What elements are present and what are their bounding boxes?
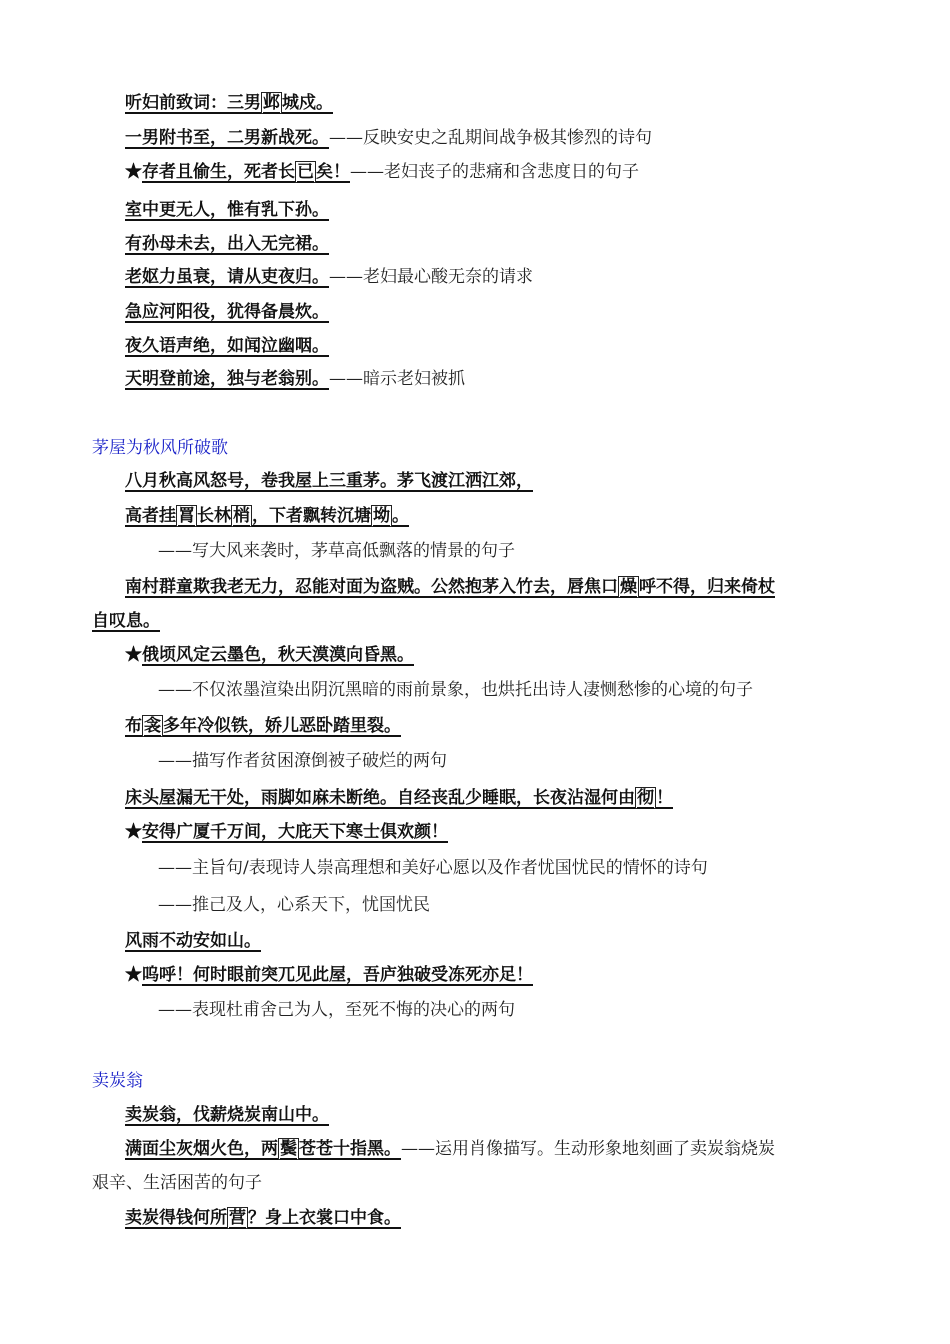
poem-line xyxy=(125,576,775,598)
section-heading: 茅屋为秋风所破歌 xyxy=(92,438,228,458)
annotation-note: ——反映安史之乱期间战争极其惨烈的诗句 xyxy=(329,128,652,148)
poem-quote: 自叹息。 xyxy=(92,611,160,631)
poem-quote: 满面尘灰烟火色，两 鬓 苍苍十指黑。 xyxy=(125,1139,401,1159)
poem-quote: 室中更无人，惟有乳下孙。 xyxy=(125,200,329,220)
poem-quote: 一男附书至，二男新战死。 xyxy=(125,128,329,148)
poem-quote: 夜久语声绝，如闻泣幽咽。 xyxy=(125,336,329,356)
poem-quote: 急应河阳役，犹得备晨炊。 xyxy=(125,302,329,322)
poem-line xyxy=(125,644,414,666)
annotation-note: ——不仅浓墨渲染出阴沉黑暗的雨前景象，也烘托出诗人凄恻愁惨的心境的句子 xyxy=(158,680,753,700)
poem-quote: 卖炭翁，伐薪烧炭南山中。 xyxy=(125,1105,329,1125)
annotation-note: ——老妇最心酸无奈的请求 xyxy=(329,267,533,287)
annotation-line xyxy=(158,679,753,701)
poem-line xyxy=(125,161,639,183)
annotation-note: ——推己及人，心系天下，忧国忧民 xyxy=(158,895,430,915)
star-icon: ★ xyxy=(125,162,142,182)
poem-line xyxy=(125,1104,329,1126)
poem-line xyxy=(125,92,333,114)
annotated-char: 衾 xyxy=(144,716,161,736)
poem-quote: 听妇前致词：三男 邺 城戍。 xyxy=(125,93,333,113)
star-icon: ★ xyxy=(125,645,142,665)
poem-line xyxy=(125,335,329,357)
poem-line xyxy=(125,233,329,255)
annotated-char: 梢 xyxy=(233,506,250,526)
poem-quote: 布 衾 多年冷似铁，娇儿恶卧踏里裂。 xyxy=(125,716,401,736)
poem-quote: 老妪力虽衰，请从吏夜归。 xyxy=(125,267,329,287)
poem-line xyxy=(125,1138,775,1160)
annotated-char: 燥 xyxy=(620,577,637,597)
star-icon: ★ xyxy=(125,965,142,985)
annotation-line xyxy=(158,894,430,916)
poem-quote: 存者且偷生，死者长 已 矣！ xyxy=(142,162,350,182)
annotation-line xyxy=(92,1172,262,1194)
poem-line xyxy=(125,505,409,527)
annotated-char: 营 xyxy=(229,1208,246,1228)
poem-line xyxy=(125,715,401,737)
poem-line xyxy=(125,266,533,288)
annotation-note: ——老妇丧子的悲痛和含悲度日的句子 xyxy=(350,162,639,182)
poem-quote: 南村群童欺我老无力，忍能对面为盗贼。公然抱茅入竹去，唇焦口 燥 呼不得，归来倚杖 xyxy=(125,577,775,597)
annotation-line xyxy=(158,750,447,772)
annotated-char: 鬓 xyxy=(280,1139,297,1159)
annotation-line xyxy=(158,857,708,879)
poem-line xyxy=(125,1207,401,1229)
annotation-note: ——运用肖像描写。生动形象地刻画了卖炭翁烧炭 xyxy=(401,1139,775,1159)
poem-quote: 呜呼！何时眼前突兀见此屋，吾庐独破受冻死亦足！ xyxy=(142,965,533,985)
annotation-note: 艰辛、生活困苦的句子 xyxy=(92,1173,262,1193)
poem-quote: 高者挂 罥 长林 梢 ，下者飘转沉塘 坳 。 xyxy=(125,506,409,526)
poem-quote: 俄顷风定云墨色，秋天漠漠向昏黑。 xyxy=(142,645,414,665)
annotation-line xyxy=(158,540,515,562)
annotated-char: 坳 xyxy=(373,506,390,526)
annotated-char: 已 xyxy=(297,162,314,182)
annotation-note: ——表现杜甫舍己为人，至死不悔的决心的两句 xyxy=(158,1000,515,1020)
annotation-note: ——描写作者贫困潦倒被子破烂的两句 xyxy=(158,751,447,771)
annotation-note: ——主旨句/表现诗人崇高理想和美好心愿以及作者忧国忧民的情怀的诗句 xyxy=(158,858,708,878)
poem-quote: 有孙母未去，出入无完裙。 xyxy=(125,234,329,254)
poem-quote: 卖炭得钱何所 营 ？身上衣裳口中食。 xyxy=(125,1208,401,1228)
poem-quote: 风雨不动安如山。 xyxy=(125,931,261,951)
poem-quote: 八月秋高风怒号，卷我屋上三重茅。茅飞渡江洒江郊， xyxy=(125,471,533,491)
annotated-char: 罥 xyxy=(178,506,195,526)
poem-quote: 安得广厦千万间，大庇天下寒士俱欢颜！ xyxy=(142,822,448,842)
poem-line xyxy=(125,127,652,149)
annotated-char: 邺 xyxy=(263,93,280,113)
annotation-note: ——写大风来袭时，茅草高低飘落的情景的句子 xyxy=(158,541,515,561)
poem-line xyxy=(125,199,329,221)
star-icon: ★ xyxy=(125,822,142,842)
poem-line xyxy=(125,787,673,809)
poem-quote: 天明登前途，独与老翁别。 xyxy=(125,369,329,389)
poem-line xyxy=(125,964,533,986)
annotated-char: 彻 xyxy=(637,788,654,808)
annotation-line xyxy=(158,999,515,1021)
poem-line xyxy=(125,930,261,952)
annotation-note: ——暗示老妇被抓 xyxy=(329,369,465,389)
poem-quote: 床头屋漏无干处，雨脚如麻未断绝。自经丧乱少睡眠，长夜沾湿何由 彻 ！ xyxy=(125,788,673,808)
poem-line xyxy=(125,470,533,492)
poem-line xyxy=(92,610,160,632)
section-heading: 卖炭翁 xyxy=(92,1071,143,1091)
poem-line xyxy=(125,301,329,323)
poem-line xyxy=(125,821,448,843)
poem-line xyxy=(125,368,465,390)
